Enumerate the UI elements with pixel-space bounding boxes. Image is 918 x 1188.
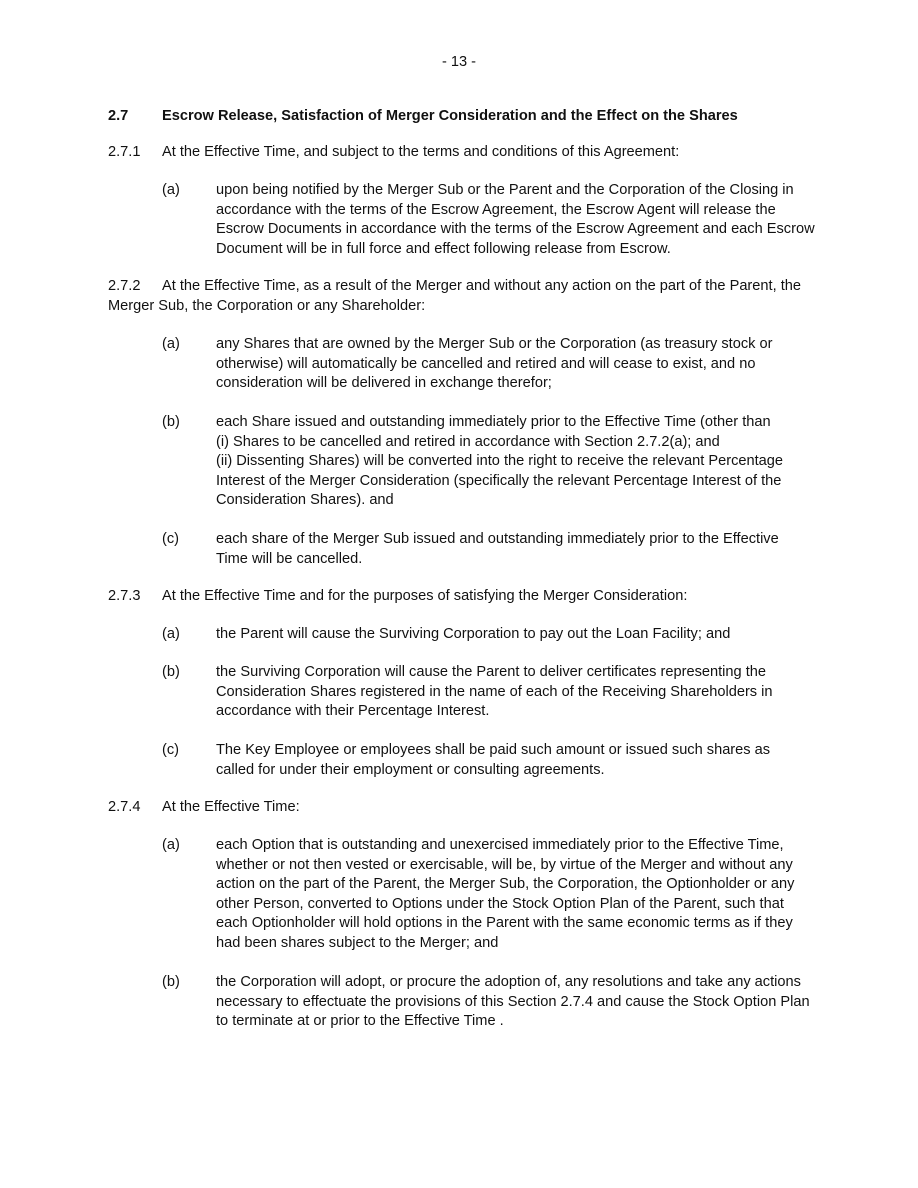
item-text: The Key Employee or employees shall be paid such amount or issued such shares as called for under their employment or consulting agreements. bbox=[216, 742, 771, 778]
item-label: (c) bbox=[162, 531, 180, 547]
item-text: upon being notified by the Merger Sub or the Parent and the Corporation of the Closing in accordance with the terms of the Escrow Agreement, the Escrow Agent will release the Escrow Documents in accordance with the terms of the Escrow Agreement and each Escrow Document will be in full force and effect following release from Escrow. bbox=[216, 182, 815, 257]
item-label: (b) bbox=[162, 664, 180, 680]
paragraph-number: 2.7.3 bbox=[108, 588, 141, 604]
item-2-7-4-b bbox=[162, 973, 822, 1032]
item-label: (a) bbox=[162, 626, 180, 642]
item-label: (a) bbox=[162, 336, 180, 352]
section-heading bbox=[108, 107, 828, 127]
item-text-line: (i) Shares to be cancelled and retired in accordance with Section 2.7.2(a); and bbox=[216, 433, 720, 450]
paragraph-text: At the Effective Time and for the purposes of satisfying the Merger Consideration: bbox=[162, 588, 688, 604]
item-text-line: (ii) Dissenting Shares) will be converted into the right to receive the relevant Percentage Interest of the Merger Consideration (specifically the relevant Percentage Interest of the Consideration Shares). and bbox=[216, 453, 784, 509]
paragraph-text: At the Effective Time, and subject to the terms and conditions of this Agreement: bbox=[162, 144, 680, 160]
item-label: (c) bbox=[162, 742, 180, 758]
item-text: each share of the Merger Sub issued and outstanding immediately prior to the Effective Time will be cancelled. bbox=[216, 531, 779, 567]
item-2-7-2-c bbox=[162, 530, 822, 569]
item-2-7-3-c bbox=[162, 741, 822, 780]
paragraph-2-7-4 bbox=[108, 798, 808, 818]
paragraph-number: 2.7.4 bbox=[108, 799, 141, 815]
item-label: (b) bbox=[162, 974, 180, 990]
paragraph-2-7-3 bbox=[108, 587, 808, 607]
item-text: the Parent will cause the Surviving Corporation to pay out the Loan Facility; and bbox=[216, 626, 731, 642]
item-text bbox=[216, 413, 816, 511]
item-2-7-3-b bbox=[162, 663, 822, 722]
item-text: the Corporation will adopt, or procure the adoption of, any resolutions and take any actions necessary to effectuate the provisions of this Section 2.7.4 and cause the Stock Option Plan to terminate at or prior to the Effective Time . bbox=[216, 974, 810, 1030]
paragraph-number: 2.7.2 bbox=[108, 278, 141, 294]
item-text: any Shares that are owned by the Merger Sub or the Corporation (as treasury stock or otherwise) will automatically be cancelled and retired and will cease to exist, and no consideration will be delivered in exchange therefor; bbox=[216, 336, 773, 392]
paragraph-number: 2.7.1 bbox=[108, 144, 141, 160]
paragraph-text: At the Effective Time: bbox=[162, 799, 300, 815]
paragraph-text: At the Effective Time, as a result of the Merger and without any action on the part of the Parent, the Merger Sub, the Corporation or any Shareholder: bbox=[108, 278, 801, 314]
paragraph-2-7-2 bbox=[108, 277, 808, 316]
item-2-7-2-a bbox=[162, 335, 822, 394]
item-text: the Surviving Corporation will cause the Parent to deliver certificates representing the Consideration Shares registered in the name of each of the Receiving Shareholders in accordance with their Percentage Interest. bbox=[216, 664, 773, 720]
item-2-7-2-b bbox=[162, 413, 822, 511]
item-text-line: each Share issued and outstanding immediately prior to the Effective Time (other than bbox=[216, 414, 771, 430]
item-label: (b) bbox=[162, 414, 180, 430]
item-label: (a) bbox=[162, 837, 180, 853]
item-2-7-4-a bbox=[162, 836, 822, 954]
item-2-7-1-a bbox=[162, 181, 822, 259]
section-number: 2.7 bbox=[108, 108, 129, 124]
paragraph-2-7-1 bbox=[108, 143, 808, 163]
item-text: each Option that is outstanding and unexercised immediately prior to the Effective Time, whether or not then vested or exercisable, will be, by virtue of the Merger and without any action on the part of the Parent, the Merger Sub, the Corporation, the Optionholder or any other Person, converted to Options under the Stock Option Plan of the Parent, such that each Optionholder will hold options in the Parent with the same economic terms as if they had been shares subject to the Merger; and bbox=[216, 837, 795, 951]
section-title: Escrow Release, Satisfaction of Merger Consideration and the Effect on the Shares bbox=[162, 108, 738, 124]
page-number: - 13 - bbox=[441, 54, 477, 70]
item-label: (a) bbox=[162, 182, 180, 198]
item-2-7-3-a bbox=[162, 625, 822, 645]
